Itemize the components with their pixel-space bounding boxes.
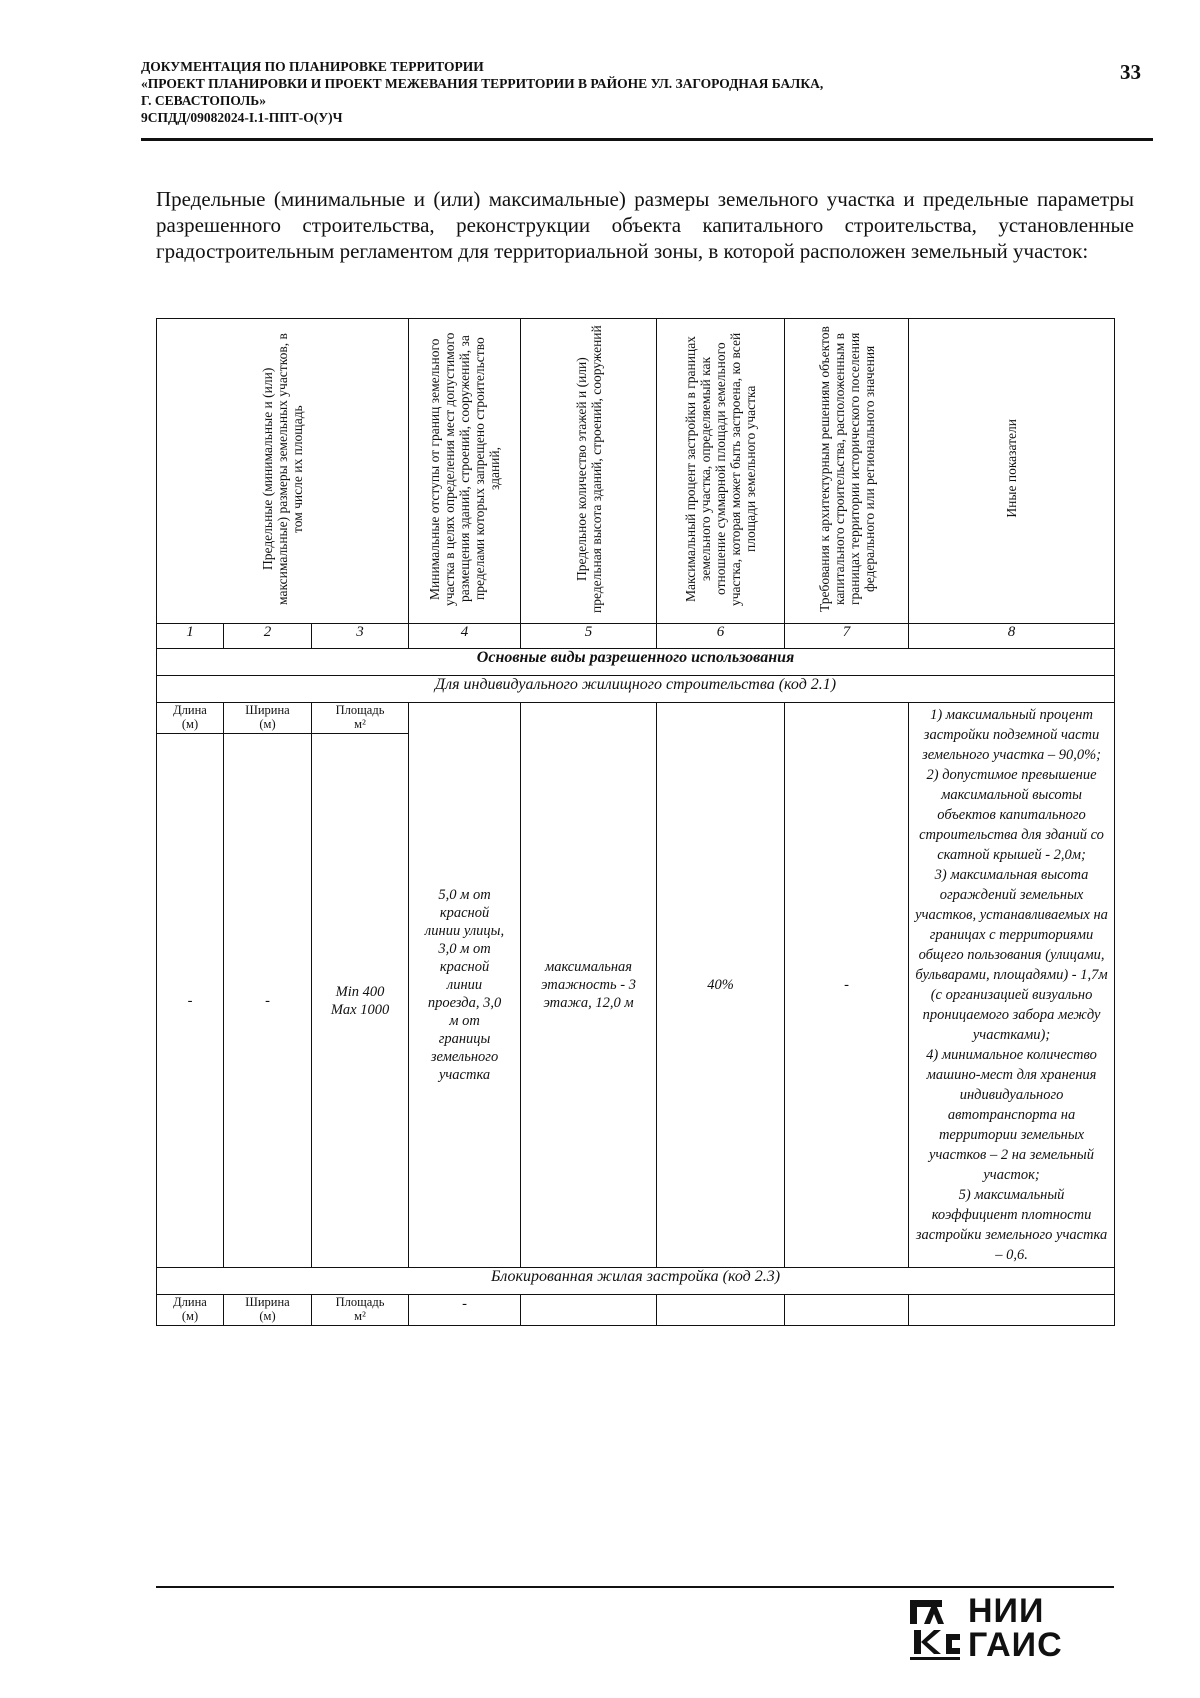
col-number: 6	[657, 624, 785, 649]
arch-value: -	[785, 703, 909, 1268]
header-line-3: Г. СЕВАСТОПОЛЬ»	[141, 93, 266, 108]
length-label: Длина (м)	[157, 703, 224, 734]
subsection-blocked-title: Блокированная жилая застройка (код 2.3)	[157, 1268, 1115, 1295]
document-header	[141, 58, 1061, 126]
col-number: 1	[157, 624, 224, 649]
dim-labels-row	[157, 703, 1115, 734]
other-indicators	[909, 703, 1115, 1268]
area-label: Площадь м²	[312, 703, 409, 734]
header-row	[157, 319, 1115, 624]
col-number: 5	[521, 624, 657, 649]
intro-paragraph: Предельные (минимальные и (или) максимальные) размеры земельного участка и предельные параметры разрешенного строительства, реконструкции объекта капитального строительства, установленные градостроительным регламентом для территориальной зоны, в которой расположен земельный участок:	[156, 187, 1134, 263]
setbacks-value: 5,0 м от красной линии улицы, 3,0 м от красной линии проезда, 3,0 м от границы земельного участка	[409, 703, 521, 1268]
other-item: 1) максимальный процент застройки подземной части земельного участка – 90,0%;	[922, 707, 1101, 763]
column-numbers-row	[157, 624, 1115, 649]
header-sizes: Предельные (минимальные и (или) максимальные) размеры земельных участков, в том числе их площадь	[157, 319, 409, 624]
subsection-ijs-title: Для индивидуального жилищного строительства (код 2.1)	[157, 676, 1115, 703]
header-line-4: 9СПДД/09082024-I.1-ППТ-О(У)Ч	[141, 110, 343, 125]
header-divider	[141, 138, 1153, 141]
blocked-arch-value	[785, 1295, 909, 1326]
header-setbacks: Минимальные отступы от границ земельного участка в целях определения мест допустимого размещения зданий, строений, сооружений, за пределами которых запрещено строительство зданий,	[409, 319, 521, 624]
other-item: 3) максимальная высота ограждений земельных участков, устанавливаемых на границах с территориями общего пользования (улицами, бульварами, площадями) - 1,7м (с организацией визуально проницаемого забора между участками);	[915, 867, 1108, 1043]
col-number: 2	[224, 624, 312, 649]
width-label: Ширина (м)	[224, 1295, 312, 1326]
page-number: 33	[1120, 60, 1141, 84]
length-value: -	[157, 734, 224, 1268]
col-number: 4	[409, 624, 521, 649]
header-floors: Предельное количество этажей и (или) предельная высота зданий, строений, сооружений	[521, 319, 657, 624]
area-value: Min 400 Max 1000	[312, 734, 409, 1268]
logo-wordmark	[968, 1594, 1063, 1662]
footer-divider	[156, 1586, 1114, 1588]
blocked-percent-value	[657, 1295, 785, 1326]
logo-line-2: ГАИС	[968, 1626, 1063, 1664]
width-value: -	[224, 734, 312, 1268]
col-number: 3	[312, 624, 409, 649]
width-label: Ширина (м)	[224, 703, 312, 734]
section-row	[157, 649, 1115, 676]
col-number: 7	[785, 624, 909, 649]
header-percent: Максимальный процент застройки в границах земельного участка, определяемый как отношение суммарной площади земельного участка, которая может быть застроена, ко всей площади земельного участка	[657, 319, 785, 624]
other-item: 2) допустимое превышение максимальной высоты объектов капитального строительства для зданий со скатной крышей - 2,0м;	[919, 767, 1104, 863]
percent-value: 40%	[657, 703, 785, 1268]
length-label: Длина (м)	[157, 1295, 224, 1326]
floors-value: максимальная этажность - 3 этажа, 12,0 м	[521, 703, 657, 1268]
col-number: 8	[909, 624, 1115, 649]
blocked-dim-row	[157, 1295, 1115, 1326]
header-arch: Требования к архитектурным решениям объектов капитального строительства, расположенным в границах территории исторического поселения федерального или регионального значения	[785, 319, 909, 624]
header-line-2: «ПРОЕКТ ПЛАНИРОВКИ И ПРОЕКТ МЕЖЕВАНИЯ ТЕРРИТОРИИ В РАЙОНЕ УЛ. ЗАГОРОДНАЯ БАЛКА,	[141, 76, 824, 91]
blocked-setbacks-value: -	[409, 1295, 521, 1326]
other-item: 5) максимальный коэффициент плотности застройки земельного участка – 0,6.	[915, 1187, 1108, 1263]
blocked-floors-value	[521, 1295, 657, 1326]
section-main-title: Основные виды разрешенного использования	[157, 649, 1115, 676]
area-label: Площадь м²	[312, 1295, 409, 1326]
regulation-table	[156, 318, 1115, 1326]
other-item: 4) минимальное количество машино-мест для хранения индивидуального автотранспорта на территории земельных участков – 2 на земельный участок;	[926, 1047, 1097, 1183]
subsection-row	[157, 676, 1115, 703]
header-other: Иные показатели	[909, 319, 1115, 624]
logo-line-1: НИИ	[968, 1592, 1045, 1630]
header-line-1: ДОКУМЕНТАЦИЯ ПО ПЛАНИРОВКЕ ТЕРРИТОРИИ	[141, 59, 484, 74]
blocked-other-value	[909, 1295, 1115, 1326]
subsection-row	[157, 1268, 1115, 1295]
